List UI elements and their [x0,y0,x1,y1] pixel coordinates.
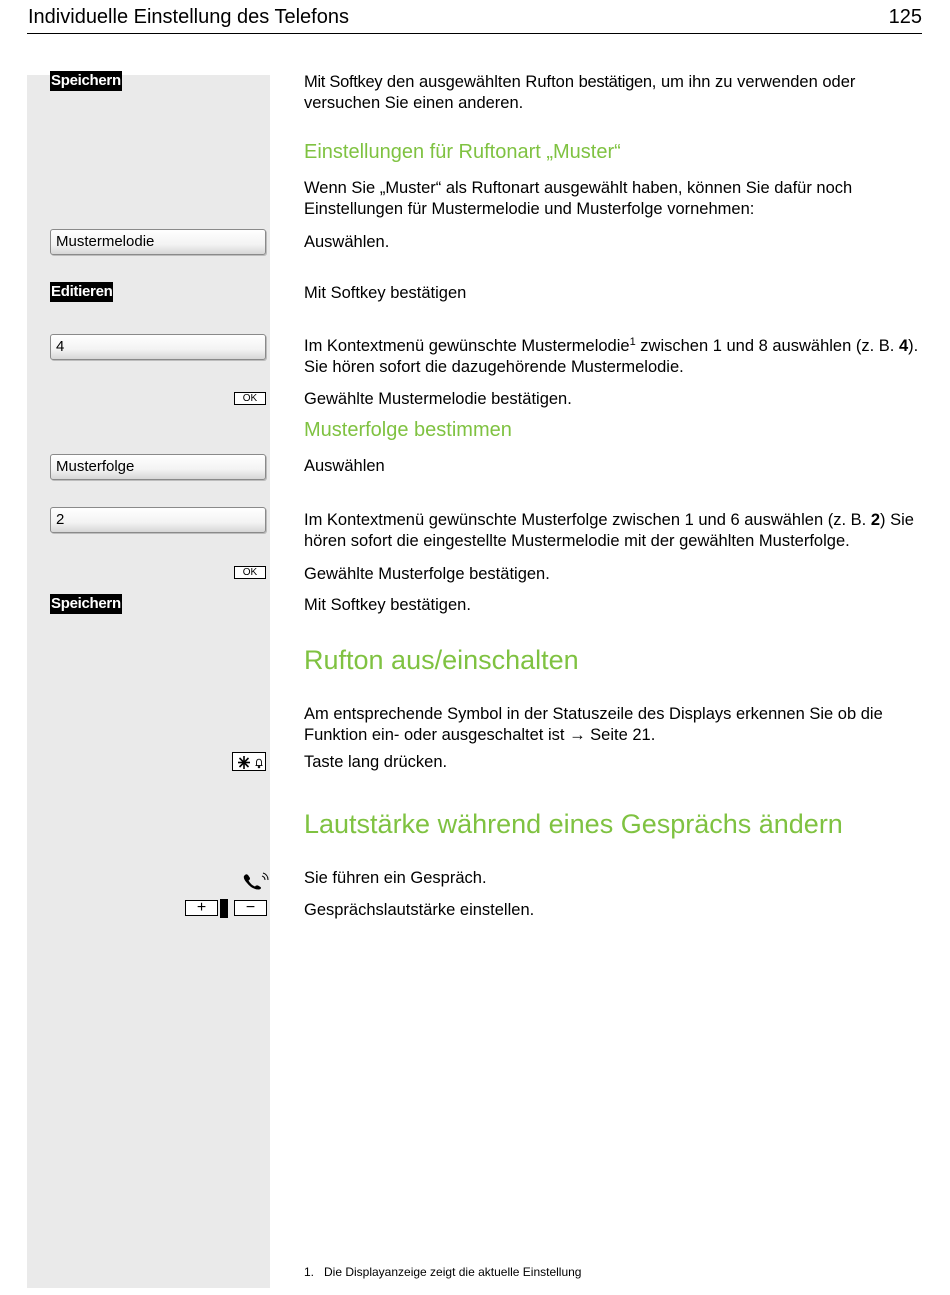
menu-field-pattern-sequence: Musterfolge [50,454,266,480]
instruction-choose-melody [304,336,924,378]
instruction-select: Auswählen. [304,233,390,251]
instruction-text: zwischen 1 und 8 auswählen (z. B. [635,337,899,355]
menu-field-pattern-melody: Mustermelodie [50,229,266,255]
instruction-confirm-melody: Gewählte Mustermelodie bestätigen. [304,390,572,408]
ok-key: OK [234,566,266,579]
asterisk-bell-icon [233,753,267,772]
softkey-save: Speichern [51,72,121,89]
instruction-text: , um ihn zu verwenden oder versuchen Sie einen anderen. [304,73,856,112]
instruction-text: ). Sie hören sofort die dazugehörende Mustermelodie. [304,337,919,376]
heading-ringer-on-off: Rufton aus/einschalten [304,645,579,675]
phone-handset-icon [242,870,269,890]
footnote-number: 1. [304,1265,315,1279]
instruction-adjust-volume: Gesprächslautstärke einstellen. [304,901,535,919]
header-divider [27,33,922,34]
volume-plus-key: + [185,900,218,916]
page-number: 125 [888,6,922,28]
footnote [304,1265,581,1279]
instruction-choose-sequence [304,510,924,552]
ok-key: OK [234,392,266,405]
instruction-text: Im Kontextmenü gewünschte Musterfolge zwischen 1 und 6 auswählen (z. B. [304,511,871,529]
instruction-text: den ausgewählten Rufton [382,73,579,91]
instruction-text: ) Sie hören sofort die eingestellte Mustermelodie mit der gewählten Musterfolge. [304,511,914,550]
subheading-pattern-settings: Einstellungen für Ruftonart „Muster“ [304,141,621,163]
footnote-marker: 1 [629,336,636,348]
menu-field-sequence-value: 2 [50,507,266,533]
star-ringer-key [232,752,266,771]
instruction-text: Mit Softkey [304,73,383,91]
menu-field-melody-value: 4 [50,334,266,360]
instruction-save-ringtone [304,72,924,114]
subheading-pattern-sequence: Musterfolge bestimmen [304,419,512,441]
instruction-pattern-intro: Wenn Sie „Muster“ als Ruftonart ausgewählt haben, können Sie dafür noch Einstellungen für Mustermelodie und Musterfolge vornehmen: [304,179,853,218]
instruction-long-press: Taste lang drücken. [304,753,448,771]
volume-key-separator [220,899,228,918]
instruction-text: Im Kontextmenü gewünschte Mustermelodie [304,337,630,355]
footnote-text: Die Displayanzeige zeigt die aktuelle Einstellung [324,1265,582,1279]
instruction-confirm-save: Mit Softkey bestätigen. [304,596,471,614]
instruction-select: Auswählen [304,457,385,475]
volume-minus-key: − [234,900,267,916]
heading-call-volume: Lautstärke während eines Gesprächs ändern [304,809,843,839]
instruction-confirm-sequence: Gewählte Musterfolge bestätigen. [304,565,550,583]
softkey-save: Speichern [51,595,121,612]
instruction-ringer-status: Am entsprechende Symbol in der Statuszeile des Displays erkennen Sie ob die Funktion ein- oder ausgeschaltet ist → Seite 21. [304,705,883,744]
instruction-confirm-softkey: Mit Softkey bestätigen [304,284,467,302]
instruction-in-call: Sie führen ein Gespräch. [304,869,487,887]
header-title: Individuelle Einstellung des Telefons [28,6,349,28]
instruction-icon-column [27,75,270,1288]
softkey-edit: Editieren [51,283,113,300]
example-value: 2 [870,511,880,529]
instruction-text: bestätigen [578,73,652,91]
example-value: 4 [898,337,909,355]
